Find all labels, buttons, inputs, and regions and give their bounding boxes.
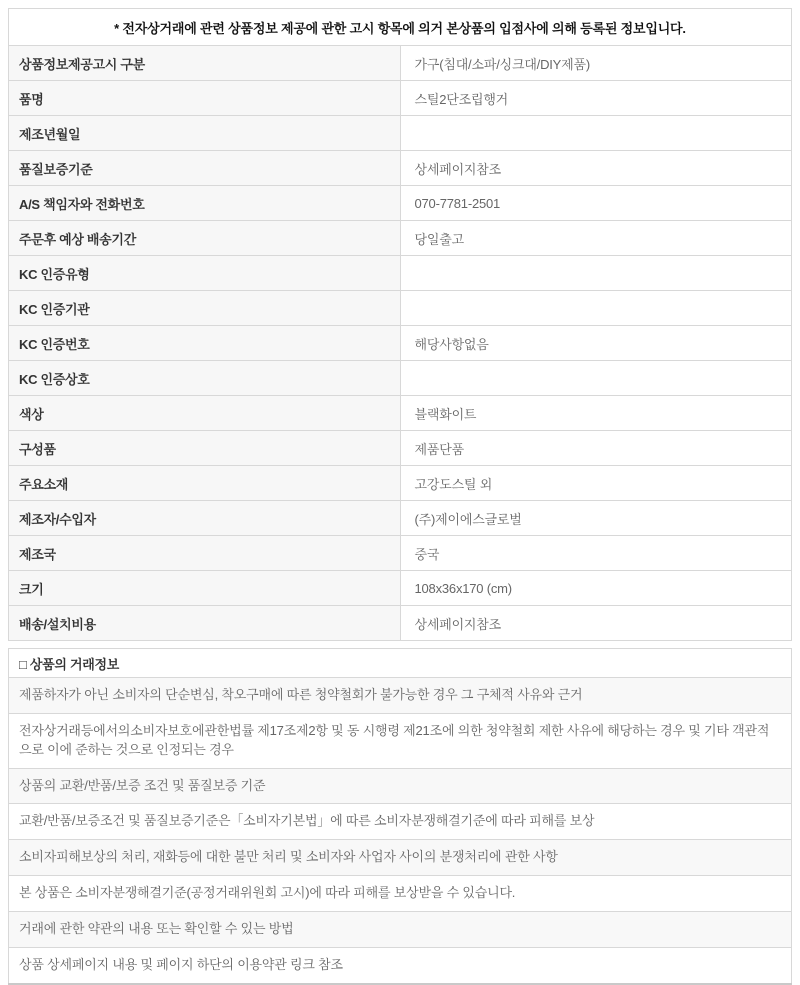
product-notice-table: [8, 8, 792, 641]
trade-info-text: 거래에 관한 약관의 내용 또는 확인할 수 있는 방법: [9, 911, 792, 947]
trade-info-text: 소비자피해보상의 처리, 재화등에 대한 불만 처리 및 소비자와 사업자 사이의 분쟁처리에 관한 사항: [9, 840, 792, 876]
trade-info-title-row: [9, 649, 792, 678]
spec-value: 당일출고: [400, 221, 792, 256]
spec-value: 가구(침대/소파/싱크대/DIY제품): [400, 46, 792, 81]
spec-value: 중국: [400, 536, 792, 571]
table-row: [9, 186, 792, 221]
table-row: [9, 396, 792, 431]
spec-label: 주요소재: [9, 466, 401, 501]
trade-info-text: 본 상품은 소비자분쟁해결기준(공정거래위원회 고시)에 따라 피해를 보상받을 수 있습니다.: [9, 876, 792, 912]
spec-label: 색상: [9, 396, 401, 431]
spec-value: 고강도스틸 외: [400, 466, 792, 501]
table-row: [9, 291, 792, 326]
spec-value: [400, 116, 792, 151]
trade-info-table: [8, 648, 792, 985]
table-row: [9, 466, 792, 501]
spec-label: KC 인증상호: [9, 361, 401, 396]
spec-value: 블랙화이트: [400, 396, 792, 431]
spec-label: 크기: [9, 571, 401, 606]
spec-value: 스틸2단조립행거: [400, 81, 792, 116]
spec-value: 제품단품: [400, 431, 792, 466]
spec-label: 제조년월일: [9, 116, 401, 151]
table-row: [9, 361, 792, 396]
table-row: [9, 911, 792, 947]
notice-header-row: [9, 9, 792, 46]
table-row: [9, 116, 792, 151]
spec-label: A/S 책임자와 전화번호: [9, 186, 401, 221]
trade-info-text: 제품하자가 아닌 소비자의 단순변심, 착오구매에 따른 청약철회가 불가능한 경우 그 구체적 사유와 근거: [9, 678, 792, 714]
table-row: [9, 256, 792, 291]
spec-label: 품명: [9, 81, 401, 116]
spec-value: 상세페이지참조: [400, 151, 792, 186]
spec-label: 구성품: [9, 431, 401, 466]
spec-label: KC 인증유형: [9, 256, 401, 291]
spec-value: 상세페이지참조: [400, 606, 792, 641]
table-row: [9, 678, 792, 714]
trade-info-text: 상품의 교환/반품/보증 조건 및 품질보증 기준: [9, 768, 792, 804]
spec-value: 108x36x170 (cm): [400, 571, 792, 606]
trade-info-text: 전자상거래등에서의소비자보호에관한법률 제17조제2항 및 동 시행령 제21조에 의한 청약철회 제한 사유에 해당하는 경우 및 기타 객관적으로 이에 준하는 것으로 인정되는 경우: [9, 713, 792, 768]
table-row: [9, 840, 792, 876]
table-row: [9, 431, 792, 466]
spec-label: 상품정보제공고시 구분: [9, 46, 401, 81]
table-row: [9, 536, 792, 571]
spec-value: (주)제이에스글로벌: [400, 501, 792, 536]
notice-header-text: * 전자상거래에 관련 상품정보 제공에 관한 고시 항목에 의거 본상품의 입점사에 의해 등록된 정보입니다.: [9, 9, 792, 46]
spec-value: 070-7781-2501: [400, 186, 792, 221]
table-row: [9, 151, 792, 186]
table-row: [9, 326, 792, 361]
table-row: [9, 804, 792, 840]
table-row: [9, 221, 792, 256]
trade-info-text: 상품 상세페이지 내용 및 페이지 하단의 이용약관 링크 참조: [9, 947, 792, 983]
table-row: [9, 606, 792, 641]
table-row: [9, 768, 792, 804]
spec-label: KC 인증번호: [9, 326, 401, 361]
spec-value: [400, 291, 792, 326]
spec-label: 품질보증기준: [9, 151, 401, 186]
spec-value: [400, 361, 792, 396]
spec-label: 제조자/수입자: [9, 501, 401, 536]
trade-info-title: □ 상품의 거래정보: [9, 649, 792, 678]
spec-label: 제조국: [9, 536, 401, 571]
table-row: [9, 571, 792, 606]
spec-label: 배송/설치비용: [9, 606, 401, 641]
spec-label: 주문후 예상 배송기간: [9, 221, 401, 256]
table-row: [9, 501, 792, 536]
table-row: [9, 713, 792, 768]
table-row: [9, 947, 792, 983]
table-row: [9, 46, 792, 81]
spec-value: 해당사항없음: [400, 326, 792, 361]
trade-info-text: 교환/반품/보증조건 및 품질보증기준은「소비자기본법」에 따른 소비자분쟁해결기준에 따라 피해를 보상: [9, 804, 792, 840]
table-row: [9, 81, 792, 116]
table-row: [9, 876, 792, 912]
spec-value: [400, 256, 792, 291]
spec-label: KC 인증기관: [9, 291, 401, 326]
